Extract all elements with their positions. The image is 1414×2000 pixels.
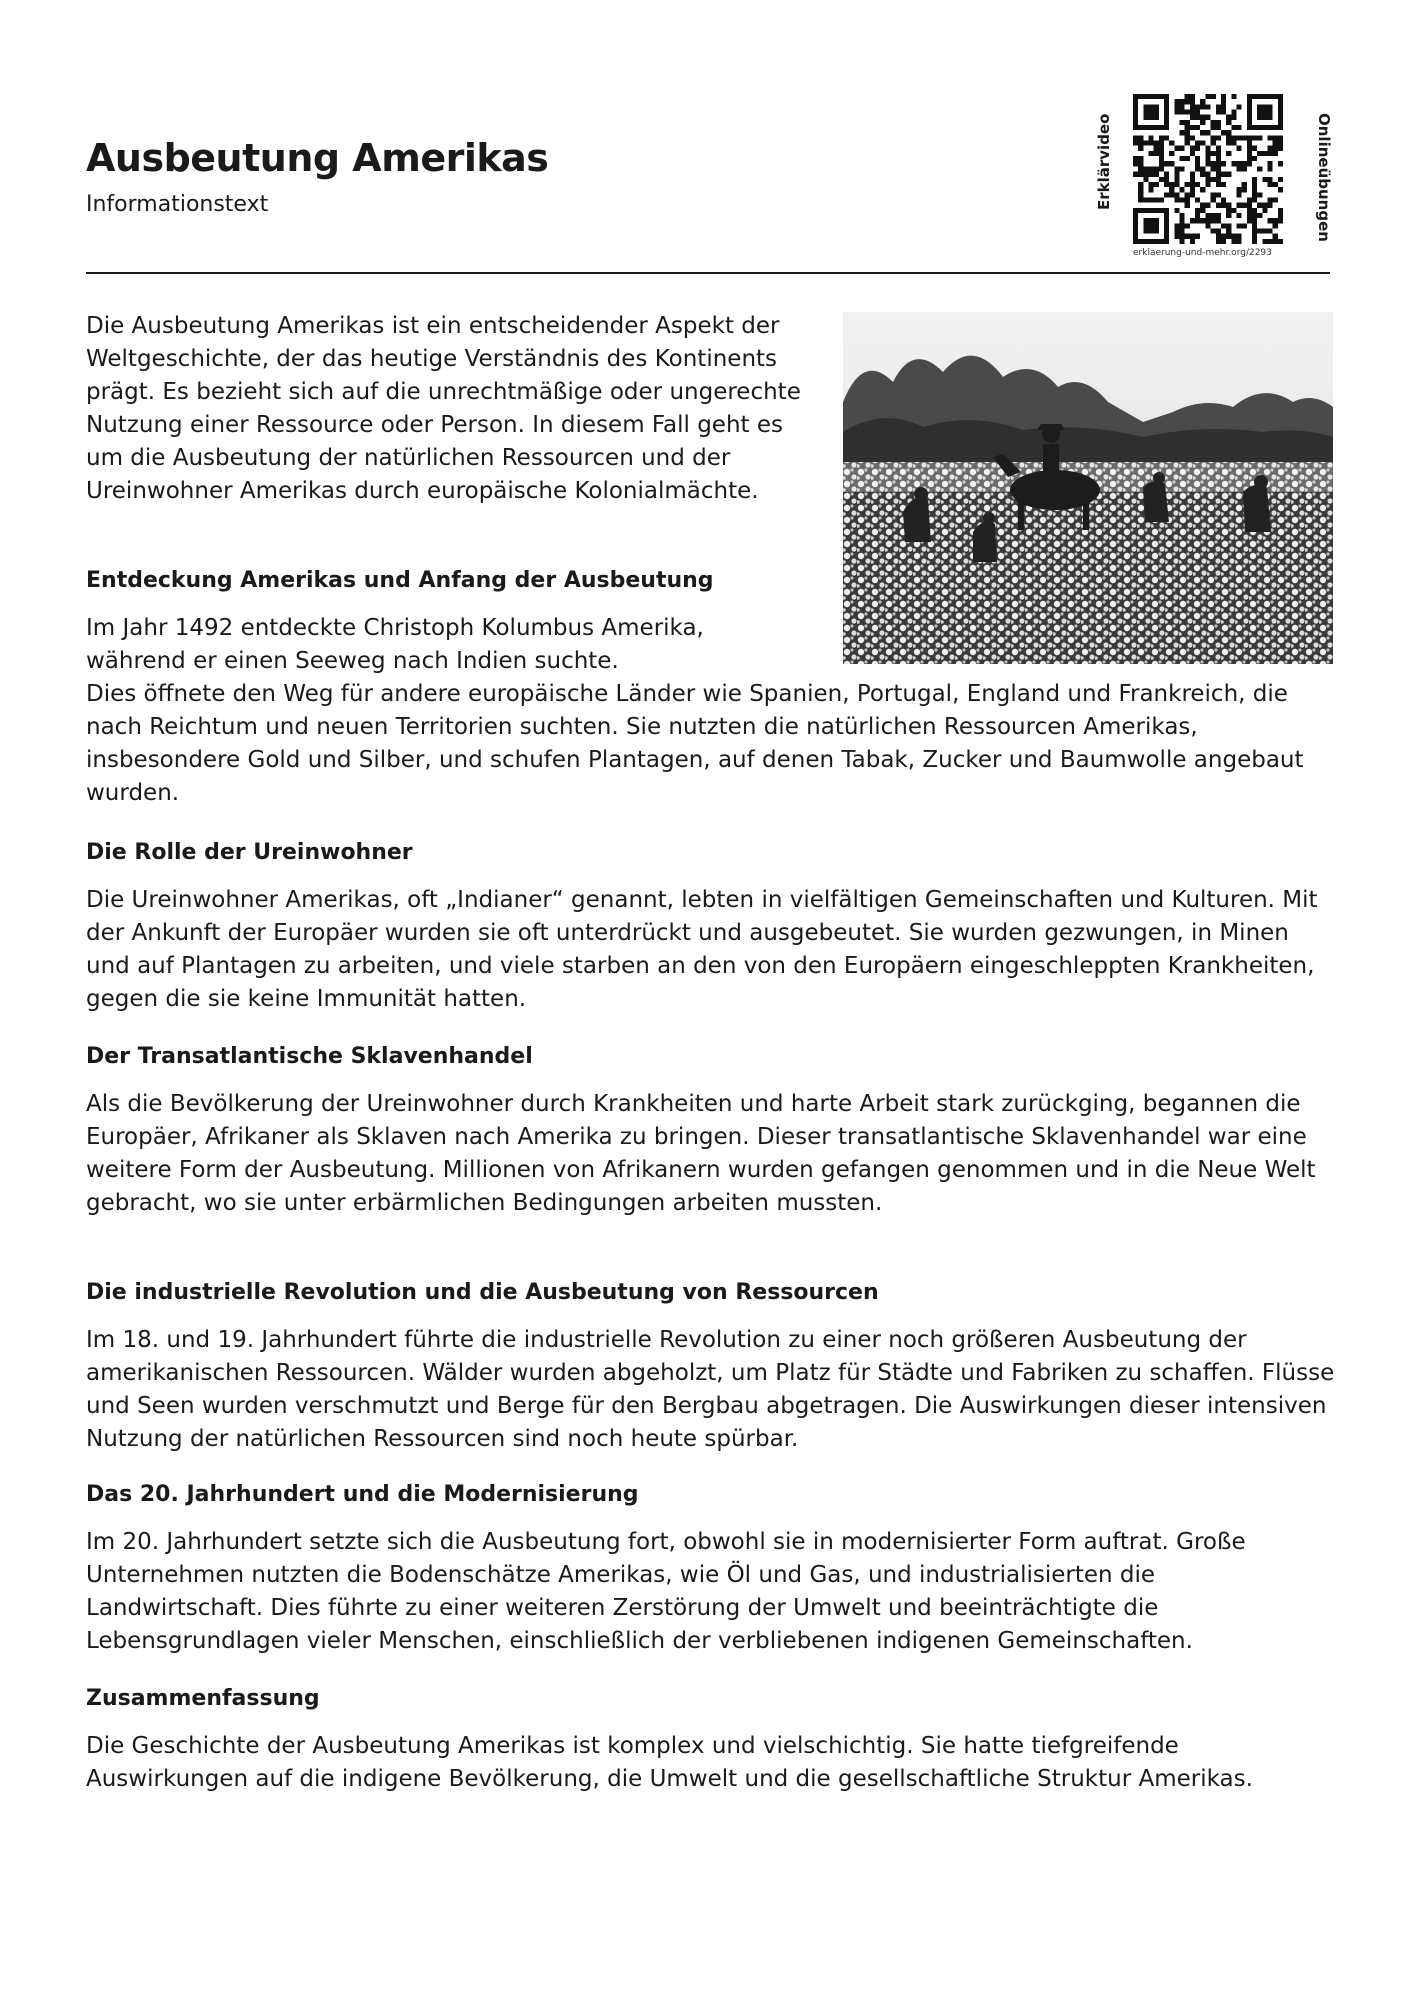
section-text: Im 20. Jahrhundert setzte sich die Ausbeutung fort, obwohl sie in modernisierter Form auftrat. Große Unternehmen nutzten die Bodenschätze Amerikas, wie Öl und Gas, und industrialisierten die Landwirtschaft. Dies führte zu einer weiteren Zerstörung der Umwelt und beeinträchtigte die Lebensgrundlagen vieler Menschen, einschließlich der verbliebenen indigenen Gemeinschaften.	[86, 1529, 1246, 1654]
section-natives	[86, 838, 1336, 1016]
section-text: Die Ureinwohner Amerikas, oft „Indianer“ genannt, lebten in vielfältigen Gemeinschaften und Kulturen. Mit der Ankunft der Europäer wurden sie oft unterdrückt und ausgebeutet. Sie wurden gezwungen, in Minen und auf Plantagen zu arbeiten, und viele starben an den von den Europäern eingeschleppten Krankheiten, gegen die sie keine Immunität hatten.	[86, 887, 1318, 1012]
section-heading: Das 20. Jahrhundert und die Modernisierung	[86, 1482, 639, 1507]
section-summary	[86, 1684, 1336, 1796]
section-heading: Die Rolle der Ureinwohner	[86, 840, 413, 865]
section-text: Im 18. und 19. Jahrhundert führte die industrielle Revolution zu einer noch größeren Ausbeutung der amerikanischen Ressourcen. Wälder wurden abgeholzt, um Platz für Städte und Fabriken zu schaffen. Flüsse und Seen wurden verschmutzt und Berge für den Bergbau abgetragen. Die Auswirkungen dieser intensiven Nutzung der natürlichen Ressourcen sind noch heute spürbar.	[86, 1327, 1335, 1452]
section-slave-trade	[86, 1042, 1336, 1220]
qr-code-icon[interactable]	[1133, 94, 1283, 244]
page-subtitle: Informationstext	[86, 192, 269, 217]
section-20th-century	[86, 1480, 1336, 1658]
section-text: Als die Bevölkerung der Ureinwohner durch Krankheiten und harte Arbeit stark zurückging, begannen die Europäer, Afrikaner als Sklaven nach Amerika zu bringen. Dieser transatlantische Sklavenhandel war eine weitere Form der Ausbeutung. Millionen von Afrikanern wurden gefangen genommen und in die Neue Welt gebracht, wo sie unter erbärmlichen Bedingungen arbeiten mussten.	[86, 1091, 1316, 1216]
qr-url: erklaerung-und-mehr.org/2293	[1133, 248, 1272, 258]
qr-header	[1095, 92, 1335, 267]
section-text: Dies öffnete den Weg für andere europäische Länder wie Spanien, Portugal, England und Frankreich, die nach Reichtum und neuen Territorien suchten. Sie nutzten die natürlichen Ressourcen Amerikas, insbesondere Gold und Silber, und schufen Plantagen, auf denen Tabak, Zucker und Baumwolle angebaut wurden.	[86, 681, 1304, 806]
intro-paragraph: Die Ausbeutung Amerikas ist ein entscheidender Aspekt der Weltgeschichte, der das heutige Verständnis des Kontinents prägt. Es bezieht sich auf die unrechtmäßige oder ungerechte Nutzung einer Ressource oder Person. In diesem Fall geht es um die Ausbeutung der natürlichen Ressourcen und der Ureinwohner Amerikas durch europäische Kolonialmächte.	[86, 313, 801, 504]
section-heading: Die industrielle Revolution und die Ausbeutung von Ressourcen	[86, 1280, 879, 1305]
header-divider	[86, 272, 1330, 274]
section-heading: Der Transatlantische Sklavenhandel	[86, 1044, 533, 1069]
section-discovery	[86, 566, 1336, 810]
exercises-label: Onlineübungen	[1315, 112, 1333, 242]
section-heading: Zusammenfassung	[86, 1686, 320, 1711]
section-heading: Entdeckung Amerikas und Anfang der Ausbeutung	[86, 568, 714, 593]
section-text: Die Geschichte der Ausbeutung Amerikas ist komplex und vielschichtig. Sie hatte tiefgreifende Auswirkungen auf die indigene Bevölkerung, die Umwelt und die gesellschaftliche Struktur Amerikas.	[86, 1733, 1253, 1792]
page-title: Ausbeutung Amerikas	[86, 136, 549, 180]
section-industrial-revolution	[86, 1278, 1336, 1456]
section-lead: Im Jahr 1492 entdeckte Christoph Kolumbus Amerika, während er einen Seeweg nach Indien suchte.	[86, 615, 704, 674]
video-label: Erklärvideo	[1095, 113, 1113, 211]
